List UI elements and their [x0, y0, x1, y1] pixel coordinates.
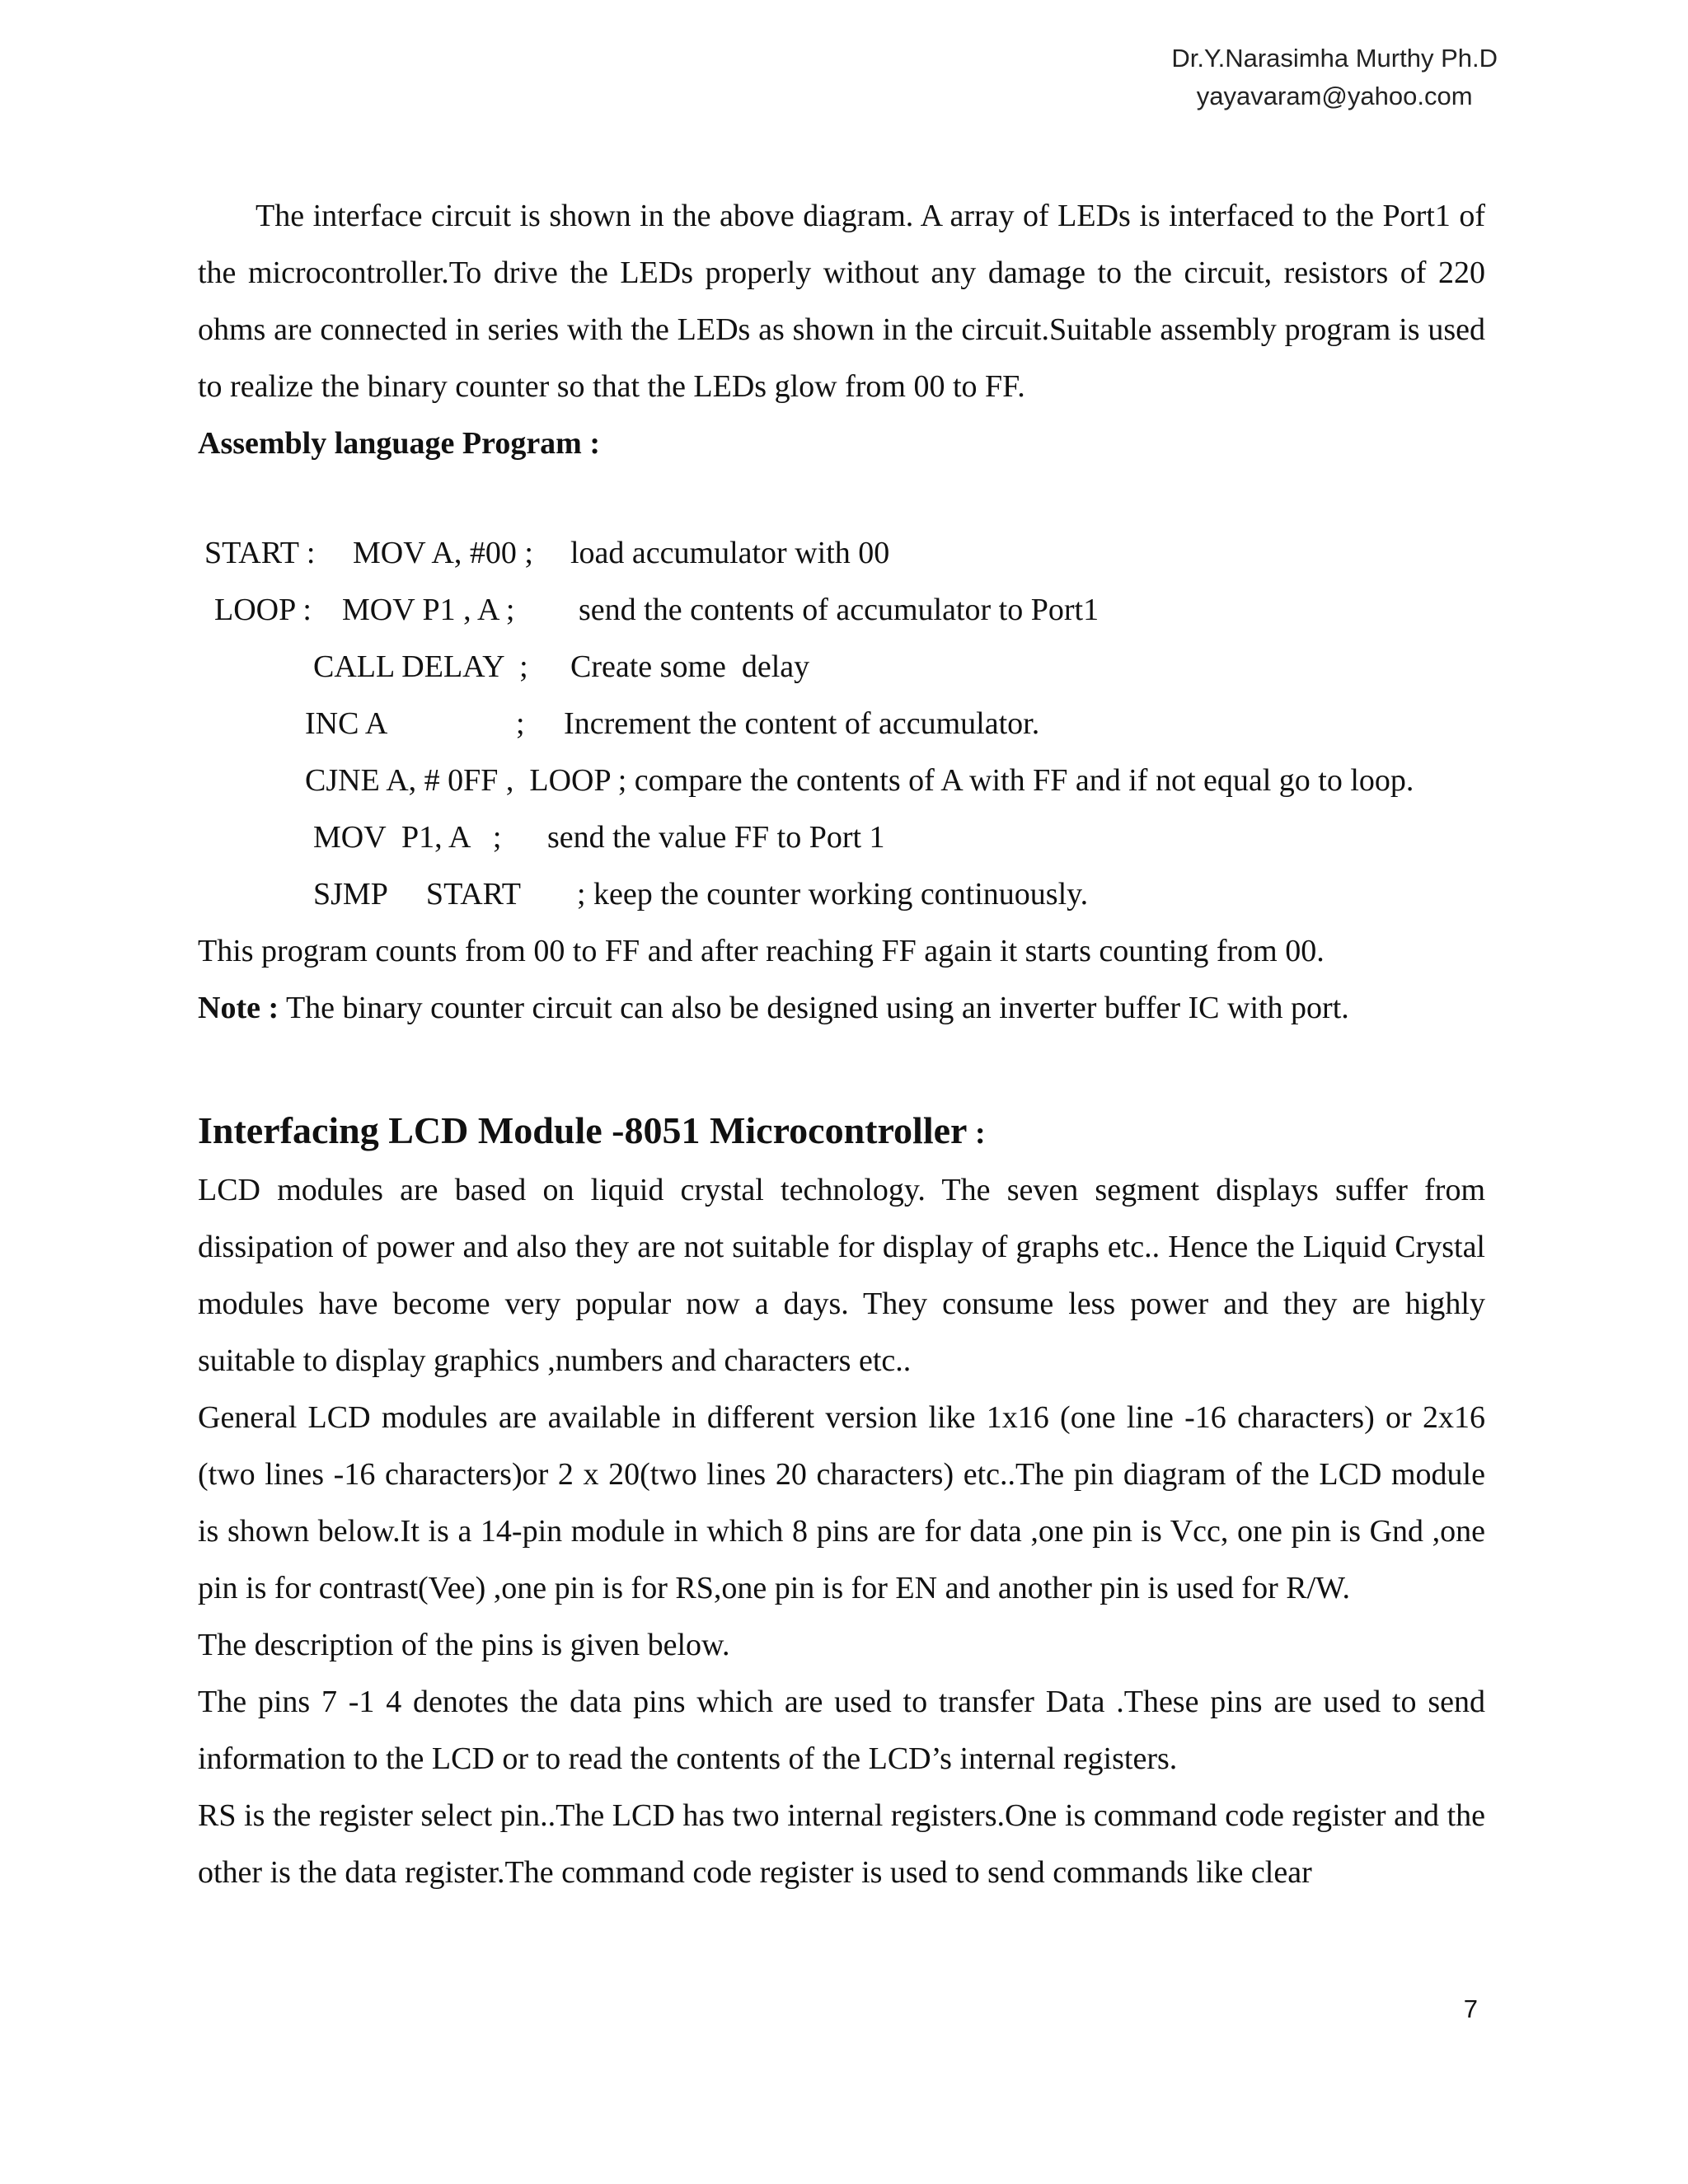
section-title-suffix: :	[967, 1116, 986, 1151]
code-label: LOOP :	[214, 593, 312, 627]
intro-block	[198, 188, 1485, 472]
note-label: Note :	[198, 991, 279, 1025]
assembly-program	[198, 525, 1485, 1037]
program-summary: This program counts from 00 to FF and after reaching FF again it starts counting from 00.	[198, 934, 1325, 968]
code-comment: send the value FF to Port 1	[547, 820, 885, 855]
code-line	[198, 525, 1485, 582]
code-line	[198, 866, 1485, 923]
body-paragraph: RS is the register select pin..The LCD has two internal registers.One is command code register and the other is the data register.The command code register is used to send commands like clear	[198, 1798, 1485, 1890]
note-text: The binary counter circuit can also be designed using an inverter buffer IC with port.	[279, 991, 1349, 1025]
section-title: Interfacing LCD Module -8051 Microcontroller	[198, 1109, 968, 1151]
code-instruction: MOV P1, A ;	[313, 820, 502, 855]
code-comment: ; Increment the content of accumulator.	[516, 706, 1040, 741]
intro-paragraph: The interface circuit is shown in the above diagram. A array of LEDs is interfaced to the Port1 of the microcontroller.To drive the LEDs properly without any damage to the circuit, resistors of 220 ohms are connected in series with the LEDs as shown in the circuit.Suitable assembly program is used to realize the binary counter so that the LEDs glow from 00 to FF.	[198, 199, 1485, 404]
code-instruction: INC A	[305, 706, 388, 741]
code-line	[198, 696, 1485, 752]
page-number: 7	[1463, 1994, 1478, 2023]
section-heading	[198, 1106, 986, 1158]
code-comment: send the contents of accumulator to Port1	[579, 593, 1100, 627]
code-instruction: SJMP START	[313, 877, 521, 912]
code-label: START :	[204, 536, 316, 570]
code-comment: Create some delay	[570, 649, 810, 684]
body-paragraph: General LCD modules are available in different version like 1x16 (one line -16 characters) or 2x16 (two lines -16 characters)or 2 x 20(two lines 20 characters) etc..The pin diagram of the LCD module is shown below.It is a 14-pin module in which 8 pins are for data ,one pin is Vcc, one pin is Gnd ,one pin is for contrast(Vee) ,one pin is for RS,one pin is for EN and another pin is used for R/W.	[198, 1400, 1485, 1605]
code-instruction: CALL DELAY ;	[313, 649, 528, 684]
code-line	[198, 582, 1485, 639]
body-paragraph: The pins 7 -1 4 denotes the data pins which are used to transfer Data .These pins are used to send information to the LCD or to read the contents of the LCD’s internal registers.	[198, 1685, 1485, 1776]
code-instruction: MOV P1 , A ;	[342, 593, 515, 627]
code-instruction: MOV A, #00 ;	[353, 536, 533, 570]
author-email: yayavaram@yahoo.com	[1196, 82, 1473, 110]
author-name: Dr.Y.Narasimha Murthy Ph.D	[1171, 44, 1498, 73]
body-paragraph: LCD modules are based on liquid crystal technology. The seven segment displays suffer from dissipation of power and also they are not suitable for display of graphs etc.. Hence the Liquid Crystal modules have become very popular now a days. They consume less power and they are highly suitable to display graphics ,numbers and characters etc..	[198, 1173, 1485, 1378]
code-instruction: CJNE A, # 0FF , LOOP ; compare the contents of A with FF and if not equal go to loop.	[305, 763, 1414, 798]
code-line	[198, 639, 1485, 696]
program-heading: Assembly language Program :	[198, 426, 600, 461]
body-paragraph: The description of the pins is given below.	[198, 1628, 730, 1662]
code-line	[198, 809, 1485, 866]
page-header	[1171, 40, 1498, 115]
code-comment: load accumulator with 00	[570, 536, 890, 570]
note-paragraph	[198, 980, 1485, 1037]
code-line	[198, 752, 1485, 809]
lcd-section-body	[198, 1162, 1485, 1901]
code-comment: ; keep the counter working continuously.	[577, 877, 1089, 912]
